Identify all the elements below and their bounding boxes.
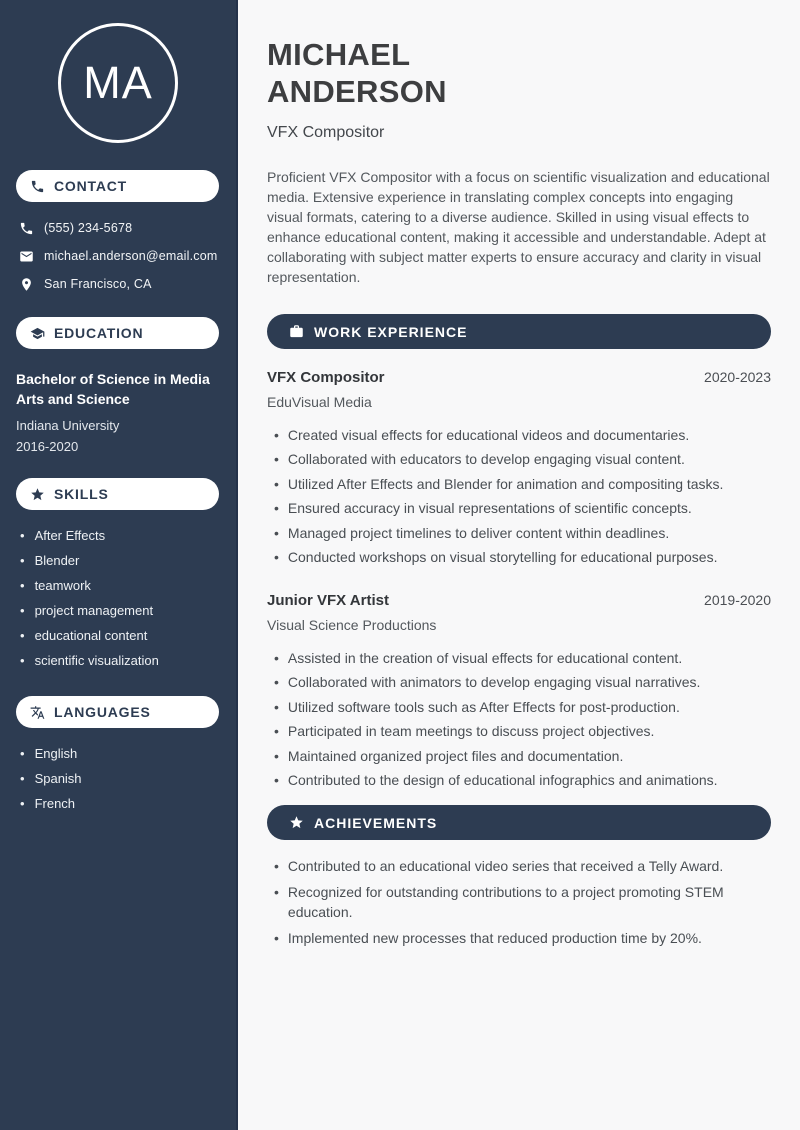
job-bullet: • Participated in team meetings to discuss project objectives. xyxy=(267,720,771,745)
star-icon xyxy=(30,487,45,502)
job-bullet-list xyxy=(267,646,771,793)
star-icon xyxy=(289,815,304,830)
skill-item: • teamwork xyxy=(20,573,226,598)
sidebar xyxy=(0,0,238,1130)
skill-item: • After Effects xyxy=(20,523,226,548)
school-name: Indiana University xyxy=(16,418,120,433)
job-bullet: • Contributed to the design of educational infographics and animations. xyxy=(267,769,771,794)
main-content xyxy=(238,0,800,1130)
job-bullet: • Maintained organized project files and documentation. xyxy=(267,744,771,769)
translate-icon xyxy=(30,705,45,720)
education-section-header xyxy=(16,317,219,349)
skills-section-header xyxy=(16,478,219,510)
skill-item: • educational content xyxy=(20,623,226,648)
education-section-title: EDUCATION xyxy=(54,325,144,341)
briefcase-icon xyxy=(289,324,304,339)
job-bullet: • Utilized After Effects and Blender for animation and compositing tasks. xyxy=(267,472,771,497)
candidate-name xyxy=(267,36,771,110)
job-bullet: • Utilized software tools such as After Effects for post-production. xyxy=(267,695,771,720)
skill-item: • project management xyxy=(20,598,226,623)
languages-list xyxy=(0,728,236,816)
professional-summary: Proficient VFX Compositor with a focus on scientific visualization and educational media. Extensive experience in translating complex concepts into engaging visual formats, catering to a diverse audience. Skilled in using visual effects to enhance educational content, making it accessible and understandable. Adept at collaborating with subject matter experts to ensure accuracy and clarity in visual representation. xyxy=(267,169,770,285)
contact-section-header xyxy=(16,170,219,202)
education-years: 2016-2020 xyxy=(16,439,79,454)
job-header xyxy=(267,592,771,609)
job-dates: 2019-2020 xyxy=(704,592,771,608)
work-experience-section-header xyxy=(267,314,771,349)
graduation-cap-icon xyxy=(30,326,45,341)
candidate-job-title: VFX Compositor xyxy=(267,124,385,141)
education-block xyxy=(0,349,236,454)
job-role: Junior VFX Artist xyxy=(267,592,389,609)
contact-list xyxy=(0,202,236,298)
skills-section-title: SKILLS xyxy=(54,486,109,502)
degree-title: Bachelor of Science in Media Arts and Science xyxy=(16,371,210,407)
location-text: San Francisco, CA xyxy=(44,277,152,291)
job-bullet: • Assisted in the creation of visual effects for educational content. xyxy=(267,646,771,671)
job-header xyxy=(267,369,771,386)
job-bullet: • Created visual effects for educational videos and documentaries. xyxy=(267,423,771,448)
phone-icon xyxy=(19,221,34,236)
email-icon xyxy=(19,249,34,264)
location-icon xyxy=(19,277,34,292)
skills-list xyxy=(0,510,236,673)
job-bullet-list xyxy=(267,423,771,570)
job-bullet: • Collaborated with animators to develop engaging visual narratives. xyxy=(267,671,771,696)
achievement-bullet: • Contributed to an educational video series that received a Telly Award. xyxy=(267,853,771,880)
phone-number: (555) 234-5678 xyxy=(44,221,133,235)
name-line2: ANDERSON xyxy=(267,74,447,109)
work-experience-section-title: WORK EXPERIENCE xyxy=(314,323,468,340)
contact-item-phone xyxy=(19,214,226,242)
language-item: • French xyxy=(20,791,226,816)
languages-section-title: LANGUAGES xyxy=(54,704,151,720)
languages-section-header xyxy=(16,696,219,728)
achievement-bullet: • Recognized for outstanding contributions to a project promoting STEM education. xyxy=(267,880,771,926)
phone-icon xyxy=(30,179,45,194)
job-entry xyxy=(267,592,771,793)
job-bullet: • Managed project timelines to deliver content within deadlines. xyxy=(267,521,771,546)
achievements-list xyxy=(267,853,771,952)
language-item: • Spanish xyxy=(20,766,226,791)
name-line1: MICHAEL xyxy=(267,37,411,72)
job-role: VFX Compositor xyxy=(267,369,385,386)
contact-item-location xyxy=(19,270,226,298)
job-bullet: • Conducted workshops on visual storytelling for educational purposes. xyxy=(267,546,771,571)
job-entry xyxy=(267,369,771,570)
avatar-initials: MA xyxy=(83,57,153,108)
language-item: • English xyxy=(20,741,226,766)
achievement-bullet: • Implemented new processes that reduced production time by 20%. xyxy=(267,926,771,953)
email-address: michael.anderson@email.com xyxy=(44,249,218,263)
skill-item: • scientific visualization xyxy=(20,648,226,673)
avatar xyxy=(58,23,178,143)
achievements-section-header xyxy=(267,805,771,840)
achievements-section-title: ACHIEVEMENTS xyxy=(314,814,438,831)
job-bullet: • Collaborated with educators to develop engaging visual content. xyxy=(267,448,771,473)
job-company: Visual Science Productions xyxy=(267,617,437,633)
job-bullet: • Ensured accuracy in visual representations of scientific concepts. xyxy=(267,497,771,522)
avatar-wrap xyxy=(0,0,236,143)
skill-item: • Blender xyxy=(20,548,226,573)
contact-item-email xyxy=(19,242,226,270)
job-dates: 2020-2023 xyxy=(704,369,771,385)
job-company: EduVisual Media xyxy=(267,394,372,410)
contact-section-title: CONTACT xyxy=(54,178,127,194)
